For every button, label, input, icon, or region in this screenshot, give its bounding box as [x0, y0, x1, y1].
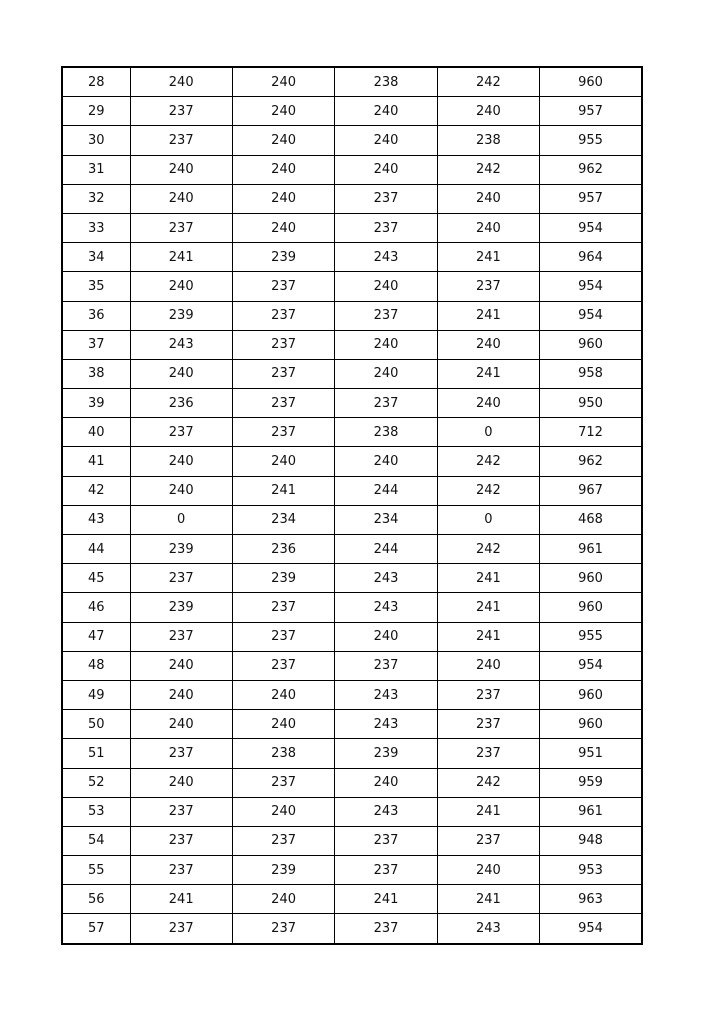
total-cell: 954	[540, 301, 642, 330]
score-cell: 240	[437, 389, 539, 418]
total-cell: 957	[540, 184, 642, 213]
score-cell: 239	[232, 243, 334, 272]
score-cell: 239	[335, 739, 437, 768]
score-cell: 240	[437, 651, 539, 680]
total-cell: 957	[540, 97, 642, 126]
score-cell: 241	[437, 301, 539, 330]
score-cell: 237	[232, 593, 334, 622]
row-number-cell: 57	[62, 914, 130, 944]
row-number-cell: 39	[62, 389, 130, 418]
total-cell: 967	[540, 476, 642, 505]
score-cell: 241	[437, 593, 539, 622]
score-cell: 240	[335, 97, 437, 126]
score-cell: 237	[130, 564, 232, 593]
total-cell: 958	[540, 359, 642, 388]
score-cell: 237	[130, 826, 232, 855]
table-row	[62, 710, 642, 739]
table-row	[62, 564, 642, 593]
table-row	[62, 243, 642, 272]
total-cell: 954	[540, 651, 642, 680]
total-cell: 960	[540, 564, 642, 593]
total-cell: 961	[540, 797, 642, 826]
score-cell: 240	[335, 272, 437, 301]
score-cell: 237	[437, 826, 539, 855]
total-cell: 961	[540, 535, 642, 564]
table-row	[62, 330, 642, 359]
score-table	[61, 66, 643, 945]
row-number-cell: 50	[62, 710, 130, 739]
row-number-cell: 43	[62, 505, 130, 534]
score-cell: 240	[335, 768, 437, 797]
row-number-cell: 41	[62, 447, 130, 476]
score-cell: 237	[232, 914, 334, 944]
table-row	[62, 155, 642, 184]
score-cell: 240	[130, 651, 232, 680]
total-cell: 712	[540, 418, 642, 447]
score-cell: 237	[335, 651, 437, 680]
total-cell: 954	[540, 914, 642, 944]
score-cell: 238	[335, 418, 437, 447]
score-cell: 240	[232, 97, 334, 126]
score-cell: 240	[335, 155, 437, 184]
table-row	[62, 593, 642, 622]
row-number-cell: 35	[62, 272, 130, 301]
table-row	[62, 301, 642, 330]
score-cell: 238	[437, 126, 539, 155]
table-row	[62, 184, 642, 213]
total-cell: 960	[540, 710, 642, 739]
row-number-cell: 32	[62, 184, 130, 213]
score-cell: 241	[437, 885, 539, 914]
row-number-cell: 37	[62, 330, 130, 359]
total-cell: 960	[540, 593, 642, 622]
row-number-cell: 42	[62, 476, 130, 505]
score-cell: 243	[130, 330, 232, 359]
score-cell: 241	[232, 476, 334, 505]
total-cell: 960	[540, 330, 642, 359]
score-cell: 242	[437, 476, 539, 505]
score-cell: 237	[130, 418, 232, 447]
table-row	[62, 651, 642, 680]
score-cell: 240	[232, 155, 334, 184]
score-cell: 237	[130, 739, 232, 768]
score-cell: 243	[335, 564, 437, 593]
score-cell: 240	[130, 184, 232, 213]
score-cell: 243	[335, 710, 437, 739]
row-number-cell: 31	[62, 155, 130, 184]
table-row	[62, 359, 642, 388]
score-cell: 237	[335, 213, 437, 242]
score-cell: 237	[232, 826, 334, 855]
score-cell: 240	[232, 797, 334, 826]
row-number-cell: 33	[62, 213, 130, 242]
total-cell: 955	[540, 622, 642, 651]
score-cell: 240	[232, 67, 334, 97]
score-cell: 237	[130, 97, 232, 126]
row-number-cell: 47	[62, 622, 130, 651]
score-cell: 241	[437, 359, 539, 388]
table-row	[62, 768, 642, 797]
score-cell: 243	[335, 593, 437, 622]
score-cell: 240	[335, 359, 437, 388]
score-cell: 239	[232, 856, 334, 885]
row-number-cell: 53	[62, 797, 130, 826]
total-cell: 960	[540, 67, 642, 97]
table-row	[62, 914, 642, 944]
total-cell: 953	[540, 856, 642, 885]
score-cell: 240	[437, 97, 539, 126]
table-row	[62, 680, 642, 709]
score-cell: 237	[232, 622, 334, 651]
score-cell: 237	[437, 272, 539, 301]
table-row	[62, 505, 642, 534]
table-row	[62, 213, 642, 242]
row-number-cell: 40	[62, 418, 130, 447]
score-cell: 240	[335, 622, 437, 651]
score-cell: 237	[335, 914, 437, 944]
row-number-cell: 46	[62, 593, 130, 622]
score-cell: 240	[232, 710, 334, 739]
score-cell: 241	[130, 885, 232, 914]
score-cell: 237	[335, 389, 437, 418]
table-row	[62, 797, 642, 826]
table-row	[62, 97, 642, 126]
table-row	[62, 885, 642, 914]
total-cell: 963	[540, 885, 642, 914]
table-row	[62, 739, 642, 768]
score-cell: 237	[232, 651, 334, 680]
table-row	[62, 622, 642, 651]
score-cell: 241	[437, 243, 539, 272]
row-number-cell: 55	[62, 856, 130, 885]
score-cell: 237	[232, 418, 334, 447]
score-cell: 240	[130, 155, 232, 184]
total-cell: 954	[540, 213, 642, 242]
score-cell: 237	[232, 768, 334, 797]
total-cell: 959	[540, 768, 642, 797]
score-cell: 240	[232, 184, 334, 213]
score-cell: 241	[437, 797, 539, 826]
score-cell: 242	[437, 768, 539, 797]
score-cell: 234	[335, 505, 437, 534]
score-cell: 240	[335, 330, 437, 359]
score-cell: 243	[437, 914, 539, 944]
score-cell: 237	[130, 797, 232, 826]
score-cell: 240	[130, 272, 232, 301]
score-cell: 237	[130, 126, 232, 155]
score-cell: 239	[232, 564, 334, 593]
row-number-cell: 34	[62, 243, 130, 272]
score-cell: 237	[232, 359, 334, 388]
row-number-cell: 38	[62, 359, 130, 388]
score-cell: 239	[130, 535, 232, 564]
row-number-cell: 49	[62, 680, 130, 709]
score-cell: 237	[437, 739, 539, 768]
score-cell: 239	[130, 593, 232, 622]
row-number-cell: 56	[62, 885, 130, 914]
table-row	[62, 447, 642, 476]
score-cell: 237	[335, 184, 437, 213]
score-cell: 240	[437, 856, 539, 885]
row-number-cell: 52	[62, 768, 130, 797]
total-cell: 955	[540, 126, 642, 155]
score-cell: 237	[130, 856, 232, 885]
score-cell: 237	[232, 330, 334, 359]
score-cell: 238	[335, 67, 437, 97]
score-cell: 237	[335, 301, 437, 330]
score-cell: 240	[130, 447, 232, 476]
score-cell: 241	[437, 622, 539, 651]
score-cell: 239	[130, 301, 232, 330]
table-row	[62, 418, 642, 447]
score-cell: 234	[232, 505, 334, 534]
total-cell: 950	[540, 389, 642, 418]
score-cell: 240	[437, 330, 539, 359]
table-row	[62, 272, 642, 301]
table-row	[62, 856, 642, 885]
score-cell: 240	[437, 184, 539, 213]
total-cell: 468	[540, 505, 642, 534]
score-cell: 237	[437, 680, 539, 709]
score-cell: 240	[232, 213, 334, 242]
score-cell: 240	[130, 680, 232, 709]
score-cell: 237	[335, 856, 437, 885]
score-cell: 244	[335, 476, 437, 505]
score-cell: 241	[130, 243, 232, 272]
score-cell: 240	[130, 359, 232, 388]
score-cell: 240	[232, 126, 334, 155]
score-cell: 240	[130, 476, 232, 505]
total-cell: 954	[540, 272, 642, 301]
score-cell: 0	[130, 505, 232, 534]
table-row	[62, 67, 642, 97]
row-number-cell: 28	[62, 67, 130, 97]
score-cell: 240	[437, 213, 539, 242]
total-cell: 962	[540, 155, 642, 184]
row-number-cell: 45	[62, 564, 130, 593]
score-cell: 243	[335, 797, 437, 826]
score-cell: 0	[437, 505, 539, 534]
row-number-cell: 36	[62, 301, 130, 330]
score-cell: 242	[437, 535, 539, 564]
row-number-cell: 51	[62, 739, 130, 768]
table-row	[62, 389, 642, 418]
score-cell: 0	[437, 418, 539, 447]
score-cell: 240	[232, 885, 334, 914]
table-row	[62, 826, 642, 855]
score-cell: 238	[232, 739, 334, 768]
total-cell: 964	[540, 243, 642, 272]
total-cell: 951	[540, 739, 642, 768]
score-cell: 240	[130, 67, 232, 97]
score-cell: 244	[335, 535, 437, 564]
score-table-body	[62, 67, 642, 944]
table-row	[62, 476, 642, 505]
score-cell: 237	[232, 272, 334, 301]
score-cell: 240	[130, 710, 232, 739]
score-cell: 242	[437, 447, 539, 476]
score-cell: 242	[437, 155, 539, 184]
score-cell: 240	[232, 447, 334, 476]
score-cell: 237	[130, 622, 232, 651]
total-cell: 962	[540, 447, 642, 476]
score-cell: 236	[130, 389, 232, 418]
table-row	[62, 535, 642, 564]
row-number-cell: 48	[62, 651, 130, 680]
score-cell: 237	[130, 213, 232, 242]
score-cell: 236	[232, 535, 334, 564]
score-cell: 240	[232, 680, 334, 709]
total-cell: 948	[540, 826, 642, 855]
row-number-cell: 29	[62, 97, 130, 126]
score-cell: 237	[232, 301, 334, 330]
row-number-cell: 44	[62, 535, 130, 564]
score-cell: 240	[335, 447, 437, 476]
table-row	[62, 126, 642, 155]
score-cell: 237	[437, 710, 539, 739]
total-cell: 960	[540, 680, 642, 709]
score-cell: 241	[437, 564, 539, 593]
score-cell: 237	[130, 914, 232, 944]
score-cell: 241	[335, 885, 437, 914]
score-cell: 243	[335, 680, 437, 709]
row-number-cell: 54	[62, 826, 130, 855]
score-cell: 243	[335, 243, 437, 272]
score-cell: 240	[130, 768, 232, 797]
score-cell: 242	[437, 67, 539, 97]
row-number-cell: 30	[62, 126, 130, 155]
score-cell: 237	[232, 389, 334, 418]
score-cell: 240	[335, 126, 437, 155]
score-cell: 237	[335, 826, 437, 855]
